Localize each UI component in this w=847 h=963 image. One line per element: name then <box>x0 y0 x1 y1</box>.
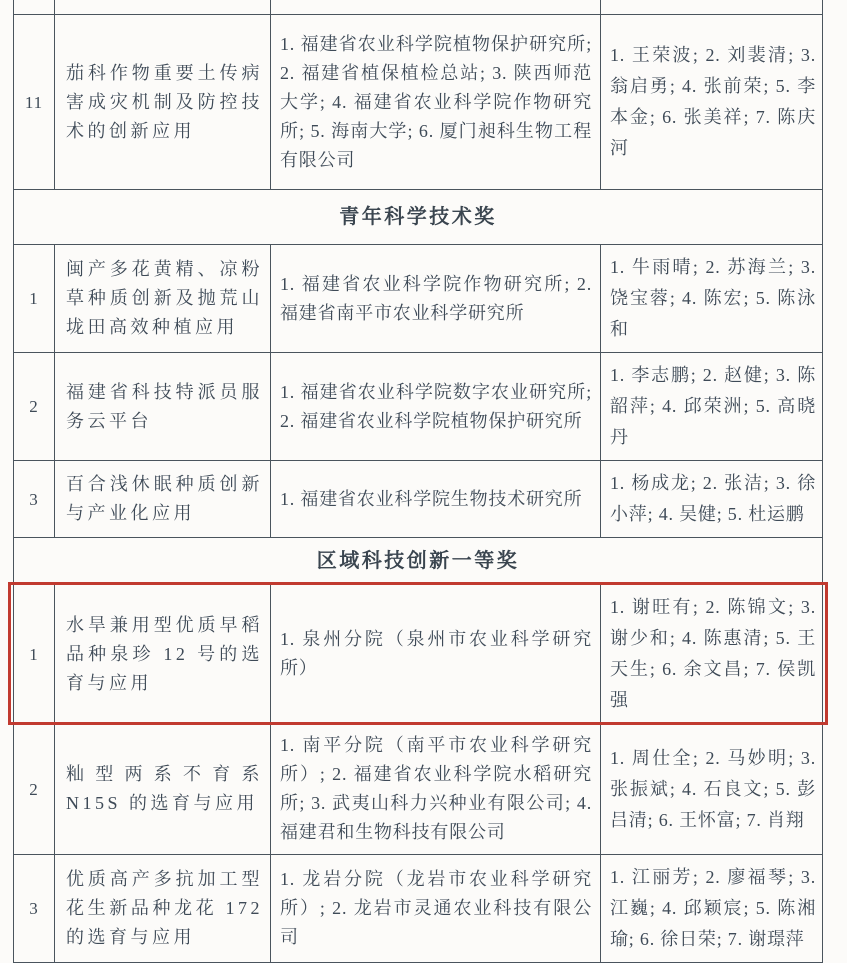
project-title-cell <box>55 461 271 537</box>
organizations-list: 1. 福建省农业科学院植物保护研究所; 2. 福建省植保植检总站; 3. 陕西师范大学; 4. 福建省农业科学院作物研究所; 5. 海南大学; 6. 厦门昶科生物工程有限公司 <box>280 33 592 170</box>
table-row <box>14 15 822 190</box>
winners-cell <box>601 353 822 460</box>
row-number: 3 <box>29 489 39 509</box>
row-number: 1 <box>29 289 39 308</box>
organizations-list: 1. 泉州分院（泉州市农业科学研究所） <box>280 629 592 678</box>
winners-cell <box>601 0 822 14</box>
organizations-cell <box>271 15 601 189</box>
award-section-title <box>14 203 822 232</box>
row-number-cell <box>14 15 55 189</box>
organizations-cell <box>271 0 601 14</box>
row-number-cell <box>14 724 55 854</box>
organizations-list: 1. 南平分院（南平市农业科学研究所）; 2. 福建省农业科学院水稻研究所; 3. 武夷山科力兴种业有限公司; 4. 福建君和生物科技有限公司 <box>280 735 592 842</box>
row-number-cell <box>14 0 55 14</box>
winners-list: 1. 牛雨晴; 2. 苏海兰; 3. 饶宝蓉; 4. 陈宏; 5. 陈泳和 <box>610 257 816 339</box>
organizations-cell <box>271 461 601 537</box>
row-number: 2 <box>29 779 39 799</box>
winners-list: 1. 王荣波; 2. 刘裴清; 3. 翁启勇; 4. 张前荣; 5. 李本金; 6. 张美祥; 7. 陈庆河 <box>610 45 816 158</box>
organizations-list: 1. 福建省农业科学院数字农业研究所; 2. 福建省农业科学院植物保护研究所 <box>280 381 592 431</box>
table-row <box>14 855 822 963</box>
row-number-cell <box>14 353 55 460</box>
winners-list: 1. 杨成龙; 2. 张洁; 3. 徐小萍; 4. 吴健; 5. 杜运鹏 <box>610 473 816 524</box>
project-title-cell <box>55 585 271 723</box>
project-title: 百合浅休眠种质创新与产业化应用 <box>66 474 263 523</box>
project-title: 水旱兼用型优质早稻品种泉珍 12 号的选育与应用 <box>66 614 263 693</box>
organizations-cell <box>271 245 601 352</box>
project-title: 茄科作物重要土传病害成灾机制及防控技术的创新应用 <box>66 62 263 141</box>
winners-cell <box>601 585 822 723</box>
winners-list: 1. 江丽芳; 2. 廖福琴; 3. 江巍; 4. 邱颖宸; 5. 陈湘瑜; 6. 徐日荣; 7. 谢璟萍 <box>610 867 816 949</box>
winners-cell <box>601 724 822 854</box>
row-number: 11 <box>24 92 44 112</box>
winners-cell <box>601 855 822 962</box>
project-title: 籼型两系不育系 N15S 的选育与应用 <box>66 764 263 813</box>
organizations-cell <box>271 585 601 723</box>
awards-table <box>13 0 823 963</box>
winners-cell <box>601 245 822 352</box>
row-number: 1 <box>29 644 39 664</box>
row-number-cell <box>14 585 55 723</box>
award-section-row <box>14 190 822 245</box>
row-number-cell <box>14 461 55 537</box>
organizations-list: 1. 福建省农业科学院生物技术研究所 <box>280 488 583 509</box>
project-title-cell <box>55 855 271 962</box>
project-title-cell <box>55 15 271 189</box>
table-row <box>14 245 822 353</box>
table-row <box>14 461 822 538</box>
project-title-cell <box>55 353 271 460</box>
winners-list: 1. 谢旺有; 2. 陈锦文; 3. 谢少和; 4. 陈惠清; 5. 王天生; 6. 余文昌; 7. 侯凯强 <box>610 597 816 710</box>
table-row <box>14 724 822 855</box>
organizations-list: 1. 福建省农业科学院作物研究所; 2. 福建省南平市农业科学研究所 <box>280 273 592 323</box>
project-title: 福建省科技特派员服务云平台 <box>66 381 263 431</box>
row-number-cell <box>14 855 55 962</box>
award-section-title-text: 青年科学技术奖 <box>339 205 497 228</box>
winners-list: 1. 周仕全; 2. 马妙明; 3. 张振斌; 4. 石良文; 5. 彭吕清; 6. 王怀富; 7. 肖翔 <box>610 747 816 830</box>
award-section-title <box>14 547 822 576</box>
organizations-list: 1. 龙岩分院（龙岩市农业科学研究所）; 2. 龙岩市灵通农业科技有限公司 <box>280 869 592 947</box>
winners-cell <box>601 461 822 537</box>
row-number: 3 <box>29 899 39 918</box>
organizations-cell <box>271 855 601 962</box>
award-section-title-text: 区域科技创新一等奖 <box>316 549 520 572</box>
project-title-cell <box>55 245 271 352</box>
project-title: 优质高产多抗加工型花生新品种龙花 172 的选育与应用 <box>66 869 263 947</box>
table-row <box>14 585 822 724</box>
project-title: 闽产多花黄精、凉粉草种质创新及抛荒山垅田高效种植应用 <box>66 259 263 337</box>
row-number-cell <box>14 245 55 352</box>
project-title-cell <box>55 0 271 14</box>
cropped-previous-row <box>14 0 822 15</box>
award-section-row <box>14 538 822 585</box>
winners-list: 1. 李志鹏; 2. 赵健; 3. 陈韶萍; 4. 邱荣洲; 5. 高晓丹 <box>610 365 816 447</box>
organizations-cell <box>271 353 601 460</box>
project-title-cell <box>55 724 271 854</box>
organizations-cell <box>271 724 601 854</box>
winners-cell <box>601 15 822 189</box>
table-row <box>14 353 822 461</box>
row-number: 2 <box>29 397 39 416</box>
